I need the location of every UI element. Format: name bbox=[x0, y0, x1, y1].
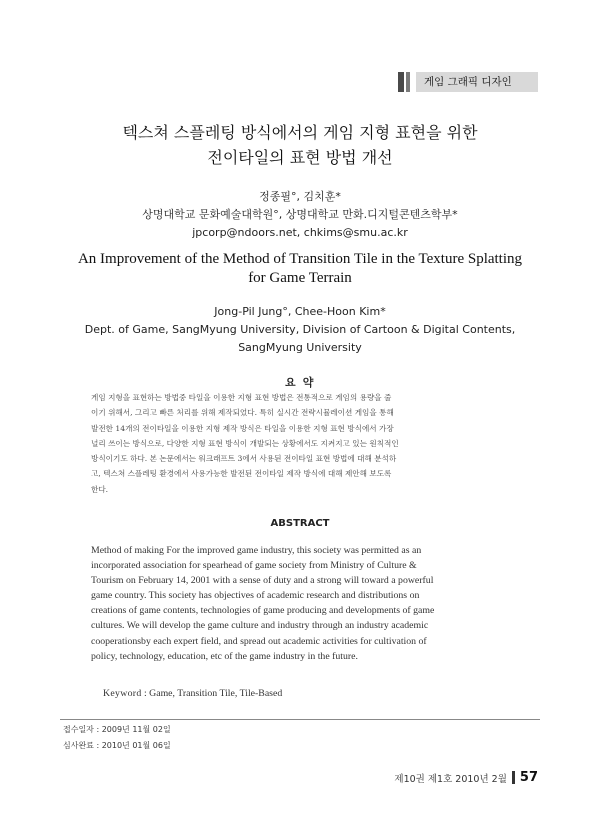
section-tag-bars bbox=[398, 72, 412, 92]
abstract-english bbox=[91, 543, 509, 664]
paper-title-english bbox=[40, 250, 560, 288]
author-names-ko: 정종필°, 김치훈* bbox=[259, 190, 341, 203]
abstract-ko-heading: 요 약 bbox=[284, 376, 316, 389]
author-affiliation-en-line-2: SangMyung University bbox=[238, 341, 362, 354]
abstract-ko-line: 널리 쓰이는 방식으로, 다양한 지형 표현 방식이 개발되는 상황에서도 지켜지고 있는 원칙적인 bbox=[91, 438, 399, 448]
section-tag bbox=[398, 72, 538, 92]
accepted-date: 심사완료 : 2010년 01월 06일 bbox=[63, 741, 171, 750]
abstract-ko-line: 이기 위해서, 그리고 빠른 처리를 위해 제작되었다. 특히 실시간 전략시뮬레이션 게임을 통해 bbox=[91, 408, 394, 418]
author-affiliation-en-line-1: Dept. of Game, SangMyung University, Division of Cartoon & Digital Contents, bbox=[84, 323, 516, 336]
received-date: 접수일자 : 2009년 11월 02일 bbox=[63, 725, 171, 734]
paper-title-korean bbox=[40, 120, 560, 170]
page-footer bbox=[394, 770, 538, 785]
abstract-ko-line: 방식이기도 하다. 본 논문에서는 워크래프트 3에서 사용된 전이타일 표현 방법에 대해 분석하 bbox=[91, 454, 397, 464]
abstract-ko-line: 한다. bbox=[91, 484, 109, 494]
title-ko-line-1: 텍스쳐 스플레팅 방식에서의 게임 지형 표현을 위한 bbox=[122, 123, 478, 142]
title-en-line-2: for Game Terrain bbox=[248, 270, 352, 286]
abstract-ko-line: 게임 지형을 표현하는 방법중 타일을 이용한 지형 표현 방법은 전통적으로 게임의 용량을 줄 bbox=[91, 393, 392, 402]
journal-issue: 제10권 제1호 2010년 2월 bbox=[394, 773, 507, 785]
abstract-ko-line: 발전한 14개의 전이타일을 이용한 지형 제작 방식은 타일을 이용한 지형 표현 방식에서 가장 bbox=[91, 423, 394, 433]
authors-english bbox=[40, 303, 560, 357]
abstract-en-line: cultures. We will develop the game culture and industry through an industry academic bbox=[91, 620, 429, 632]
abstract-en-line: creations of game contents, technologies of game producing and developments of game bbox=[91, 605, 435, 617]
abstract-en-heading: ABSTRACT bbox=[270, 518, 330, 529]
author-affiliations-ko: 상명대학교 문화예술대학원°, 상명대학교 만화.디지털콘텐츠학부* bbox=[142, 208, 458, 221]
keywords-values: : Game, Transition Tile, Tile-Based bbox=[143, 688, 283, 699]
authors-korean bbox=[40, 188, 560, 242]
keywords bbox=[103, 688, 282, 699]
author-emails: jpcorp@ndoors.net, chkims@smu.ac.kr bbox=[192, 226, 408, 239]
abstract-en-line: incorporated association for spearhead of game society from Ministry of Culture & bbox=[91, 560, 417, 572]
abstract-en-line: Method of making For the improved game industry, this society was permitted as an bbox=[91, 545, 422, 556]
abstract-en-line: game country. This society has objectives of academic research and distributions on bbox=[91, 590, 420, 602]
section-tag-label: 게임 그래픽 디자인 bbox=[416, 72, 538, 92]
footer-separator bbox=[512, 771, 515, 784]
author-names-en: Jong-Pil Jung°, Chee-Hoon Kim* bbox=[214, 305, 386, 318]
abstract-korean bbox=[91, 390, 509, 497]
abstract-en-line: cooperationsby each expert field, and spread out academic activities for cultivation of bbox=[91, 635, 427, 647]
footnote-divider bbox=[60, 719, 540, 720]
abstract-ko-line: 고, 텍스쳐 스플레팅 환경에서 사용가능한 발전된 전이타일 제작 방식에 대해 제안해 보도록 bbox=[91, 469, 392, 479]
abstract-en-line: Tourism on February 14, 2001 with a sense of duty and a strong will toward a powerful bbox=[91, 575, 434, 587]
submission-dates bbox=[63, 722, 171, 754]
title-en-line-1: An Improvement of the Method of Transition Tile in the Texture Splatting bbox=[77, 251, 523, 267]
page-number: 57 bbox=[519, 770, 538, 785]
title-ko-line-2: 전이타일의 표현 방법 개선 bbox=[207, 148, 393, 167]
abstract-en-line: policy, technology, education, etc of the game industry in the future. bbox=[91, 650, 358, 662]
keywords-label: Keyword bbox=[103, 688, 142, 699]
